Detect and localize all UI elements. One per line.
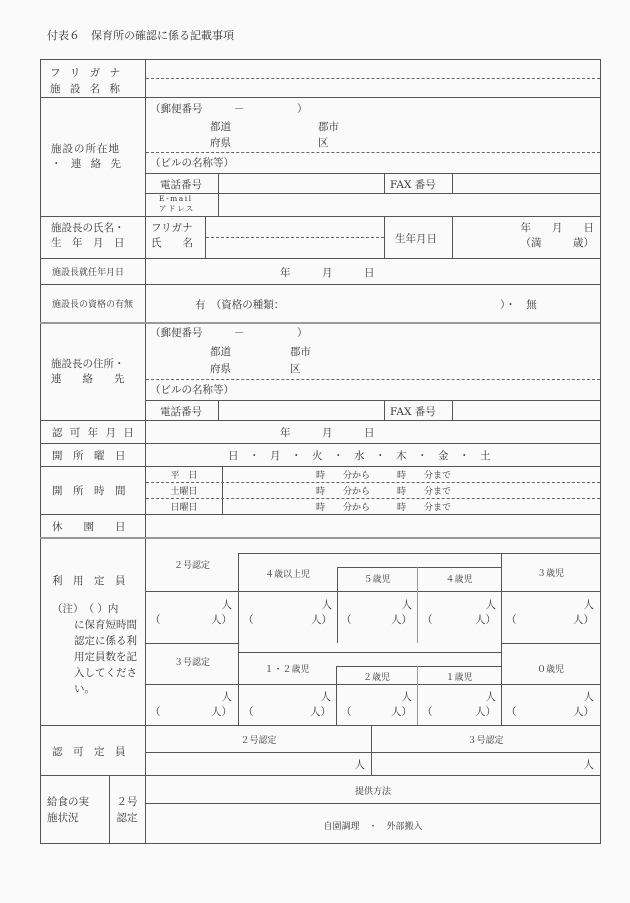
row-divider	[336, 666, 501, 667]
facility-name-input[interactable]	[147, 79, 599, 96]
row-divider	[40, 537, 600, 539]
weekday-label: 平 日	[170, 471, 198, 481]
unit-label: 人	[221, 691, 232, 703]
row-divider	[40, 97, 600, 98]
approved-type2-header: ２号認定	[240, 736, 277, 746]
note-line: い。	[74, 683, 95, 695]
facility-phone-input[interactable]	[220, 174, 383, 192]
name-label: 氏 名	[151, 237, 193, 250]
dotted-divider	[146, 379, 600, 380]
col-divider	[218, 173, 219, 216]
capacity-label: 利 用 定 員	[52, 575, 126, 587]
appointment-date-value[interactable]: 年 月 日	[280, 267, 375, 279]
age2-header: ２歳児	[362, 673, 390, 683]
age4-header: ４歳児	[445, 575, 473, 585]
meals-type2-label	[109, 795, 145, 827]
city-label-bottom: 区	[290, 363, 301, 375]
birth-date-value[interactable]	[454, 221, 594, 251]
age1-2-capacity[interactable]	[243, 690, 331, 720]
row-divider	[146, 752, 600, 753]
director-phone-label: 電話番号	[160, 406, 202, 418]
row-divider	[337, 567, 501, 568]
capacity-note	[74, 617, 137, 697]
age1-2-header: １・２歳児	[264, 665, 310, 675]
row-divider	[146, 591, 600, 592]
unit-label: 人	[221, 599, 232, 611]
dotted-divider	[146, 498, 600, 499]
row-divider	[146, 643, 238, 644]
unit-label: 人）	[573, 706, 594, 718]
unit-label: 人）	[310, 706, 331, 718]
row-divider	[40, 775, 600, 776]
meal-method-header: 提供方法	[354, 787, 391, 797]
age3-header: ３歳児	[536, 569, 564, 579]
weekday-hours[interactable]: 時 分から 時 分まで	[316, 471, 452, 481]
label-text: 給食の実	[47, 796, 89, 808]
paren-open: （	[422, 706, 433, 718]
approval-date-label: 認 可 年 月 日	[52, 427, 136, 439]
paren-open: （	[506, 706, 517, 718]
director-postal-code[interactable]: （郵便番号 － ）	[150, 327, 308, 339]
city-label-bottom: 区	[318, 137, 329, 149]
closed-days-label: 休 園 日	[52, 521, 126, 533]
qualification-label: 施設長の資格の有無	[52, 300, 134, 310]
row-divider	[146, 684, 600, 685]
col-divider	[501, 643, 502, 725]
director-phone-input[interactable]	[220, 401, 383, 419]
capacity-note-prefix: （注） （ ）内	[52, 603, 119, 615]
paren-open: （	[243, 706, 254, 718]
approved-capacity-label: 認 可 定 員	[52, 746, 126, 758]
row-divider	[238, 652, 501, 653]
note-line: 用定員数を記	[74, 651, 137, 663]
prefecture-label-top: 都道	[210, 121, 231, 133]
document-title: 付表６ 保育所の確認に係る記載事項	[47, 29, 234, 42]
unit-label: 人）	[211, 614, 232, 626]
label-text: 施設長の氏名・	[51, 222, 125, 234]
label-text: 施設の所在地	[51, 143, 120, 155]
prefecture-label-bottom: 府県	[210, 363, 231, 375]
label-text: E-mail	[159, 194, 193, 203]
col-divider	[384, 400, 385, 420]
paren-open: （	[506, 614, 517, 626]
col-divider	[384, 216, 385, 258]
approved-type3-value[interactable]: 人	[583, 759, 594, 771]
approval-date-value[interactable]: 年 月 日	[280, 427, 375, 439]
prefecture-label-top: 都道	[210, 346, 231, 358]
row-divider	[40, 322, 600, 324]
director-fax-input[interactable]	[454, 401, 599, 419]
age4-capacity[interactable]	[422, 598, 496, 628]
row-divider	[40, 420, 600, 421]
sunday-hours[interactable]: 時 分から 時 分まで	[316, 503, 452, 513]
label-text: 認定	[116, 811, 138, 824]
row-divider	[40, 443, 600, 444]
type3-certification-header: ３号認定	[173, 658, 210, 668]
paren-open: （	[422, 614, 433, 626]
facility-postal-code[interactable]: （郵便番号 － ）	[150, 103, 308, 115]
label-text: ・ 連 絡 先	[51, 158, 122, 171]
director-name-label	[51, 221, 125, 251]
row-divider	[40, 466, 600, 467]
unit-label: 人	[321, 599, 332, 611]
row-divider	[146, 803, 600, 804]
unit-label: 人）	[475, 706, 496, 718]
age0-header: ０歳児	[536, 665, 564, 675]
label-text: ２号	[116, 796, 138, 808]
furigana-label: フ リ ガ ナ	[50, 67, 121, 79]
birth-date-label: 生年月日	[395, 233, 437, 245]
meals-label	[47, 795, 89, 827]
saturday-hours[interactable]: 時 分から 時 分まで	[316, 487, 452, 497]
unit-label: 人）	[475, 614, 496, 626]
facility-phone-label: 電話番号	[160, 179, 202, 191]
unit-label: 人	[485, 691, 496, 703]
unit-label: 人）	[311, 614, 332, 626]
col-divider	[238, 643, 239, 725]
row-divider	[238, 553, 600, 554]
age4-plus-header: ４歳以上児	[264, 570, 310, 580]
qualification-no-option[interactable]: ）・ 無	[500, 299, 537, 311]
label-text: 生 年 月 日	[51, 237, 125, 250]
facility-address-label	[51, 142, 121, 172]
unit-label: 人	[583, 691, 594, 703]
director-building-name[interactable]: （ビルの名称等）	[150, 384, 234, 396]
paren-open: （	[341, 706, 352, 718]
type2-certification-header: ２号認定	[173, 561, 210, 571]
unit-label: 人）	[211, 706, 232, 718]
paren-open: （	[150, 706, 161, 718]
facility-name-label-text: 施 設 名 称	[50, 83, 121, 96]
col-divider	[452, 400, 453, 420]
age2-capacity[interactable]	[341, 690, 412, 720]
sunday-label: 日曜日	[170, 503, 198, 513]
city-label-top: 郡市	[318, 121, 339, 133]
age0-capacity[interactable]	[506, 690, 594, 720]
facility-furigana-input[interactable]	[147, 60, 599, 77]
birth-date-format: 年 月 日	[520, 222, 594, 234]
facility-fax-label: FAX 番号	[390, 179, 436, 191]
unit-label: 人	[401, 599, 412, 611]
col-divider	[384, 173, 385, 193]
age5-header: ５歳児	[363, 575, 391, 585]
unit-label: 人）	[391, 706, 412, 718]
facility-email-label	[159, 194, 195, 214]
unit-label: 人	[583, 599, 594, 611]
col-divider	[218, 400, 219, 420]
city-label-top: 郡市	[290, 346, 311, 358]
label-text: 施状況	[47, 811, 79, 824]
closed-days-input[interactable]	[147, 515, 599, 536]
age5-capacity[interactable]	[341, 598, 412, 628]
type3-total-capacity[interactable]	[150, 690, 232, 720]
unit-label: 人	[485, 599, 496, 611]
facility-fax-input[interactable]	[454, 174, 599, 192]
dotted-divider	[146, 482, 600, 483]
furigana-label: フリガナ	[151, 222, 193, 234]
paren-open: （	[243, 614, 254, 626]
age3-capacity[interactable]	[506, 598, 594, 628]
type2-total-capacity[interactable]	[150, 598, 232, 628]
opening-hours-label: 開 所 時 間	[52, 485, 126, 497]
note-line: 認定に係る利	[74, 635, 137, 647]
paren-open: （	[341, 614, 352, 626]
qualification-yes-option[interactable]: 有 （資格の種類：	[195, 299, 285, 311]
facility-building-name[interactable]: （ビルの名称等）	[150, 157, 234, 169]
director-furigana-input[interactable]	[207, 217, 383, 236]
row-divider	[501, 643, 600, 644]
approved-type3-header: ３号認定	[467, 736, 504, 746]
director-furigana-name-labels	[151, 221, 193, 251]
row-divider	[40, 725, 600, 726]
col-divider	[452, 173, 453, 193]
opening-days-value[interactable]: 日 ・ 月 ・ 火 ・ 水 ・ 木 ・ 金 ・ 土	[228, 450, 491, 462]
appointment-date-label: 施設長就任年月日	[52, 268, 125, 278]
row-divider	[40, 284, 600, 285]
label-text: アドレス	[159, 204, 195, 214]
row-divider	[40, 258, 600, 259]
unit-label: 人）	[391, 614, 412, 626]
meal-method-options[interactable]: 自園調理 ・ 外部搬入	[323, 822, 423, 832]
label-text: 施設長の住所・	[51, 358, 125, 370]
age1-header: １歳児	[445, 673, 473, 683]
age1-capacity[interactable]	[422, 690, 496, 720]
facility-email-input[interactable]	[220, 194, 599, 215]
col-divider	[452, 216, 453, 258]
unit-label: 人）	[573, 614, 594, 626]
director-address-label	[51, 357, 125, 387]
age-format: （満 歳）	[520, 237, 594, 250]
note-line: 入してくださ	[74, 667, 137, 679]
dotted-divider	[146, 152, 600, 153]
paren-open: （	[150, 614, 161, 626]
label-text: 連 絡 先	[51, 373, 125, 386]
saturday-label: 土曜日	[170, 487, 198, 497]
unit-label: 人	[401, 691, 412, 703]
approved-type2-value[interactable]: 人	[354, 759, 365, 771]
prefecture-label-bottom: 府県	[210, 137, 231, 149]
facility-name-label	[50, 65, 120, 98]
col-divider	[222, 466, 223, 514]
director-fax-label: FAX 番号	[390, 406, 436, 418]
age4-plus-capacity[interactable]	[243, 598, 332, 628]
director-name-input[interactable]	[207, 238, 383, 257]
opening-days-label: 開 所 曜 日	[52, 450, 126, 462]
unit-label: 人	[320, 691, 331, 703]
note-line: に保育短時間	[74, 619, 137, 631]
